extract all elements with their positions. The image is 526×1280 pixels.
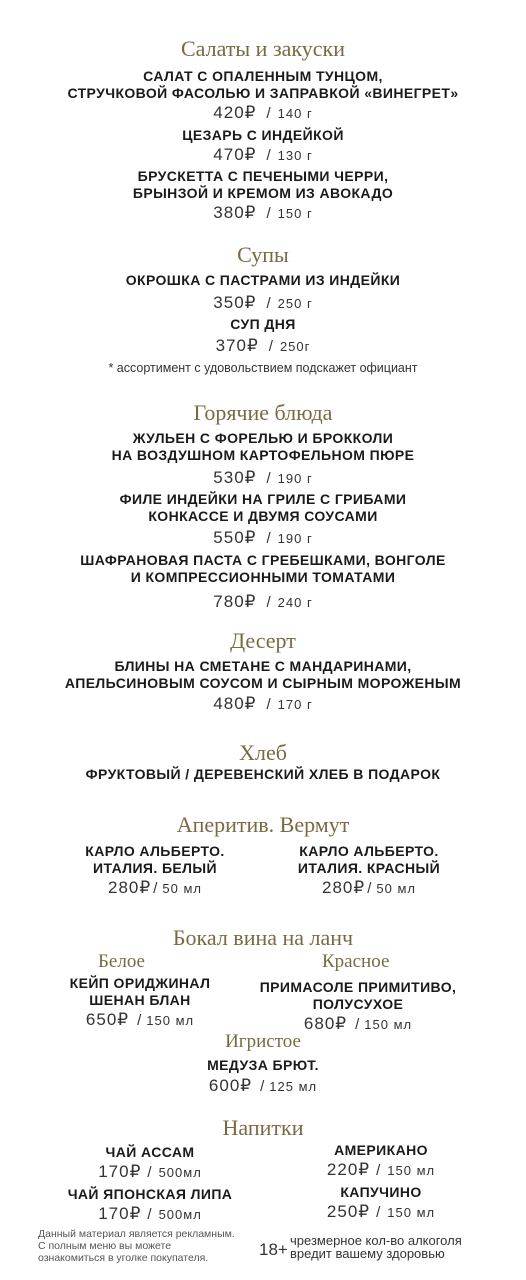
dish-price: 530₽ / 190 г [213,468,313,487]
dish-name: АМЕРИКАНО [334,1142,428,1158]
section-title: Супы [237,242,289,267]
dish-name: ФИЛЕ ИНДЕЙКИ НА ГРИЛЕ С ГРИБАМИ [119,491,407,507]
dish-name: ШАФРАНОВАЯ ПАСТА С ГРЕБЕШКАМИ, ВОНГОЛЕ [80,552,446,568]
dish-name: ЦЕЗАРЬ С ИНДЕЙКОЙ [182,127,344,143]
dish-price: 280₽ / 50 мл [108,878,202,897]
dish-price: 250₽ / 150 мл [326,1202,436,1221]
dish-name: ПОЛУСУХОЕ [312,996,404,1012]
dish-item [0,168,526,225]
soups-note: * ассортимент с удовольствием подскажет официант [108,361,418,375]
dish-price: 170₽ / 500мл [98,1162,202,1181]
section-drinks [0,1115,526,1141]
dish-price: 550₽ / 190 г [213,528,313,547]
dish-price: 370₽ / 250г [215,336,311,355]
wine-white [40,951,240,1032]
disclaimer-line: С полным меню вы можете [38,1240,172,1252]
section-title: Салаты и закуски [180,36,346,61]
dish-price: 780₽ / 240 г [213,592,313,611]
dish-name: БРЫНЗОЙ И КРЕМОМ ИЗ АВОКАДО [132,185,394,201]
bread-text: ФРУКТОВЫЙ / ДЕРЕВЕНСКИЙ ХЛЕБ В ПОДАРОК [85,766,441,782]
section-title: Бокал вина на ланч [172,925,354,950]
section-title: Хлеб [239,740,287,765]
dish-item [0,658,526,716]
dish-name: СТРУЧКОВОЙ ФАСОЛЬЮ И ЗАПРАВКОЙ «ВИНЕГРЕТ» [67,85,459,101]
ad-disclaimer [38,1228,268,1264]
dish-name: НА ВОЗДУШНОМ КАРТОФЕЛЬНОМ ПЮРЕ [111,447,415,463]
aperitif-white [60,843,250,900]
drinks-right [306,1142,456,1182]
wine-red [248,951,468,1036]
dish-price: 380₽ / 150 г [213,203,313,222]
dish-item [0,272,526,315]
dish-name: КОНКАССЕ И ДВУМЯ СОУСАМИ [148,508,378,524]
wine-sparkling [0,1031,526,1098]
section-bread [0,740,526,783]
section-title: Напитки [222,1115,304,1140]
disclaimer-line: Данный материал является рекламным. [38,1228,235,1240]
dish-price: 170₽ / 500мл [98,1204,202,1223]
dish-name: ИТАЛИЯ. БЕЛЫЙ [93,860,217,876]
section-soups [0,242,526,375]
dish-name: СУП ДНЯ [230,316,296,332]
age-restriction-badge: 18+ [259,1240,288,1259]
dish-name: МЕДУЗА БРЮТ. [207,1057,319,1073]
section-wine [0,925,526,951]
warning-line: вредит вашему здоровью [290,1246,445,1261]
dish-name: ПРИМАСОЛЕ ПРИМИТИВО, [259,979,457,995]
section-hot [0,400,526,614]
dish-item [0,552,526,614]
drinks-right [306,1184,456,1224]
dish-name: АПЕЛЬСИНОВЫМ СОУСОМ И СЫРНЫМ МОРОЖЕНЫМ [64,675,462,691]
section-title: Десерт [230,628,296,653]
section-title: Горячие блюда [193,400,333,425]
dish-price: 220₽ / 150 мл [326,1160,436,1179]
dish-name: И КОМПРЕССИОННЫМИ ТОМАТАМИ [130,569,396,585]
dish-name: САЛАТ С ОПАЛЕННЫМ ТУНЦОМ, [143,68,383,84]
dish-name: КАРЛО АЛЬБЕРТО. [299,843,439,859]
dish-name: ЧАЙ АССАМ [105,1144,195,1160]
dish-item [0,316,526,358]
wine-subtitle: Белое [98,951,145,972]
dish-item [0,68,526,125]
section-title: Аперитив. Вермут [176,812,350,837]
disclaimer-line: ознакомиться в уголке покупателя. [38,1252,209,1264]
dish-price: 420₽ / 140 г [213,103,313,122]
dish-name: ЧАЙ ЯПОНСКАЯ ЛИПА [67,1186,233,1202]
warning-line: чрезмерное кол-во алкоголя [290,1233,462,1248]
dish-name: ОКРОШКА С ПАСТРАМИ ИЗ ИНДЕЙКИ [125,272,401,288]
dish-name: КАПУЧИНО [340,1184,422,1200]
drinks-left [50,1186,250,1226]
dish-name: ШЕНАН БЛАН [89,992,191,1008]
section-salads [0,36,526,225]
dish-item [0,491,526,550]
dish-price: 350₽ / 250 г [213,293,313,312]
dish-price: 680₽ / 150 мл [303,1014,413,1033]
aperitif-red [274,843,464,900]
dish-item [0,127,526,167]
section-aperitif [0,812,526,838]
dish-name: БЛИНЫ НА СМЕТАНЕ С МАНДАРИНАМИ, [114,658,412,674]
alcohol-warning [290,1234,510,1260]
dish-price: 480₽ / 170 г [213,694,313,713]
dish-price: 650₽ / 150 мл [85,1010,195,1029]
dish-name: ИТАЛИЯ. КРАСНЫЙ [297,860,441,876]
dish-name: ЖУЛЬЕН С ФОРЕЛЬЮ И БРОККОЛИ [132,430,394,446]
wine-subtitle: Красное [322,951,390,972]
dish-item [0,430,526,490]
dish-name: БРУСКЕТТА С ПЕЧЕНЫМИ ЧЕРРИ, [137,168,389,184]
dish-name: КАРЛО АЛЬБЕРТО. [85,843,225,859]
drinks-left [75,1144,225,1184]
dish-price: 600₽ / 125 мл [208,1076,318,1095]
dish-name: КЕЙП ОРИДЖИНАЛ [69,975,211,991]
dish-price: 470₽ / 130 г [213,145,313,164]
section-dessert [0,628,526,716]
dish-price: 280₽ / 50 мл [322,878,416,897]
wine-subtitle: Игристое [225,1031,301,1052]
